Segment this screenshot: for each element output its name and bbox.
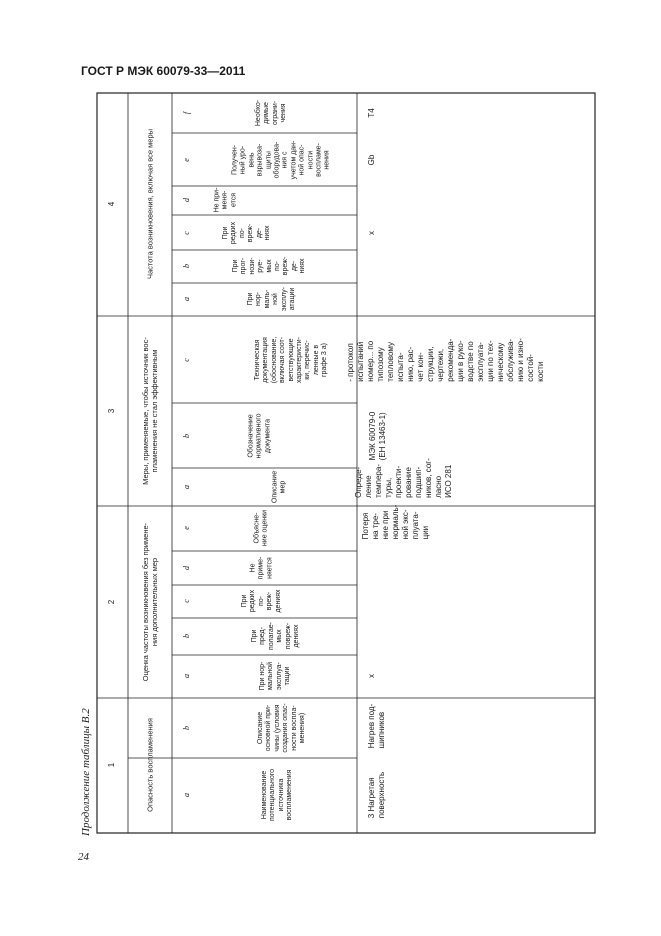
group-1-title: Опасность воспламенения <box>145 718 155 812</box>
col-header-3b: Обозначение нормативного документа <box>247 413 272 459</box>
col-header-1a: Наименование потенциального источника воспламенения <box>261 768 294 822</box>
cell-3b: МЭК 60079-0 (ЕН 13463-1) <box>368 411 387 461</box>
group-3-number: 3 <box>107 408 117 414</box>
cell-4e: Gb <box>367 154 376 166</box>
group-4-title: Частота возникновения, включая все меры <box>145 128 155 280</box>
col-header-3a: Описание мер <box>271 470 287 504</box>
col-header-4a: При нор- маль- ной эксплу- атации <box>246 287 296 311</box>
col-letter-3c: c <box>182 358 192 362</box>
col-header-2e: Объясне- ние оценки <box>253 509 269 547</box>
page-number: 24 <box>78 851 89 863</box>
col-letter-3b: b <box>182 434 192 438</box>
document-header: ГОСТ Р МЭК 60079-33—2011 <box>81 64 246 78</box>
col-header-4d: Не при- меня- ется <box>213 187 238 213</box>
col-header-4f: Необхо- димые ограни- чения <box>255 99 288 127</box>
group-2-number: 2 <box>107 599 117 605</box>
col-letter-4c: c <box>182 231 192 235</box>
col-header-3c: Техническая документация (обоснование, включая соот- ветствующие характеристи- ки, перечис- ленные в графе 3 а) <box>254 336 329 384</box>
col-letter-4b: b <box>182 264 192 268</box>
col-header-4b: При прог- нози- руе- мых по- вреж- де- ниях <box>232 256 307 276</box>
col-header-4c: При редких по- вреж- де- ниях <box>221 221 271 245</box>
col-letter-1b: b <box>182 726 192 730</box>
col-letter-4d: d <box>182 198 192 202</box>
col-letter-2d: d <box>182 566 192 570</box>
col-letter-2c: c <box>182 599 192 603</box>
col-header-1b: Описание основной при- чины (условия создания опас- ности воспла- менения) <box>256 703 306 753</box>
col-letter-2b: b <box>182 634 192 638</box>
cell-2e: Потеря на тре- ние при нормаль- ной экс- плуата- ции <box>361 504 430 540</box>
col-header-4e: Получен- ный уро- вень взрывоза- щиты оборудова- ния с учетом дан- ной опас- ности воспламе- нения <box>231 140 331 180</box>
col-letter-2a: a <box>182 674 192 678</box>
col-letter-4f: f <box>182 111 192 115</box>
col-header-2b: При пред- полагае- мых повреж- дениях <box>250 621 300 651</box>
col-header-2a: При нор- мальной эксплуа- тации <box>259 661 292 691</box>
cell-4f: T4 <box>367 108 376 118</box>
cell-1a: 3 Нагретая поверхность <box>367 771 386 819</box>
cell-3a: Опреде- ление темпера- туры, проекти- рование подшип- ников, сог- ласно ИСО 281 <box>354 458 453 498</box>
group-1-number: 1 <box>107 762 117 768</box>
col-letter-3a: a <box>182 485 192 489</box>
group-2-title: Оценка частоты возникновения без примене- ния дополнительных мер <box>141 522 159 682</box>
col-letter-4a: a <box>182 297 192 301</box>
cell-4c: x <box>367 231 376 235</box>
group-4-number: 4 <box>107 201 117 207</box>
col-header-2c: При редких по- вреж- дениях <box>241 589 282 613</box>
group-3-title: Меры, применяемые, чтобы источник вос- пламенения не стал эффективным <box>141 337 159 485</box>
table-caption: Продолжение таблицы В.2 <box>80 708 92 836</box>
col-header-2d: Не приме- няется <box>249 556 274 580</box>
cell-2a: x <box>367 674 376 678</box>
cell-3c: - протокол испытаний номер... по типозому тепловому испыта- нию, рас- чет кон- струкции, чертежи, рекоменда- ции в руко- водстве по эксплуата- ции по тех- ническому обслужива- нию и изно- состой- кости <box>346 338 545 382</box>
col-letter-4e: e <box>182 158 192 162</box>
col-letter-2e: e <box>182 526 192 530</box>
cell-1b: Нагрев под- шипников <box>367 703 386 749</box>
col-letter-1a: a <box>182 793 192 797</box>
